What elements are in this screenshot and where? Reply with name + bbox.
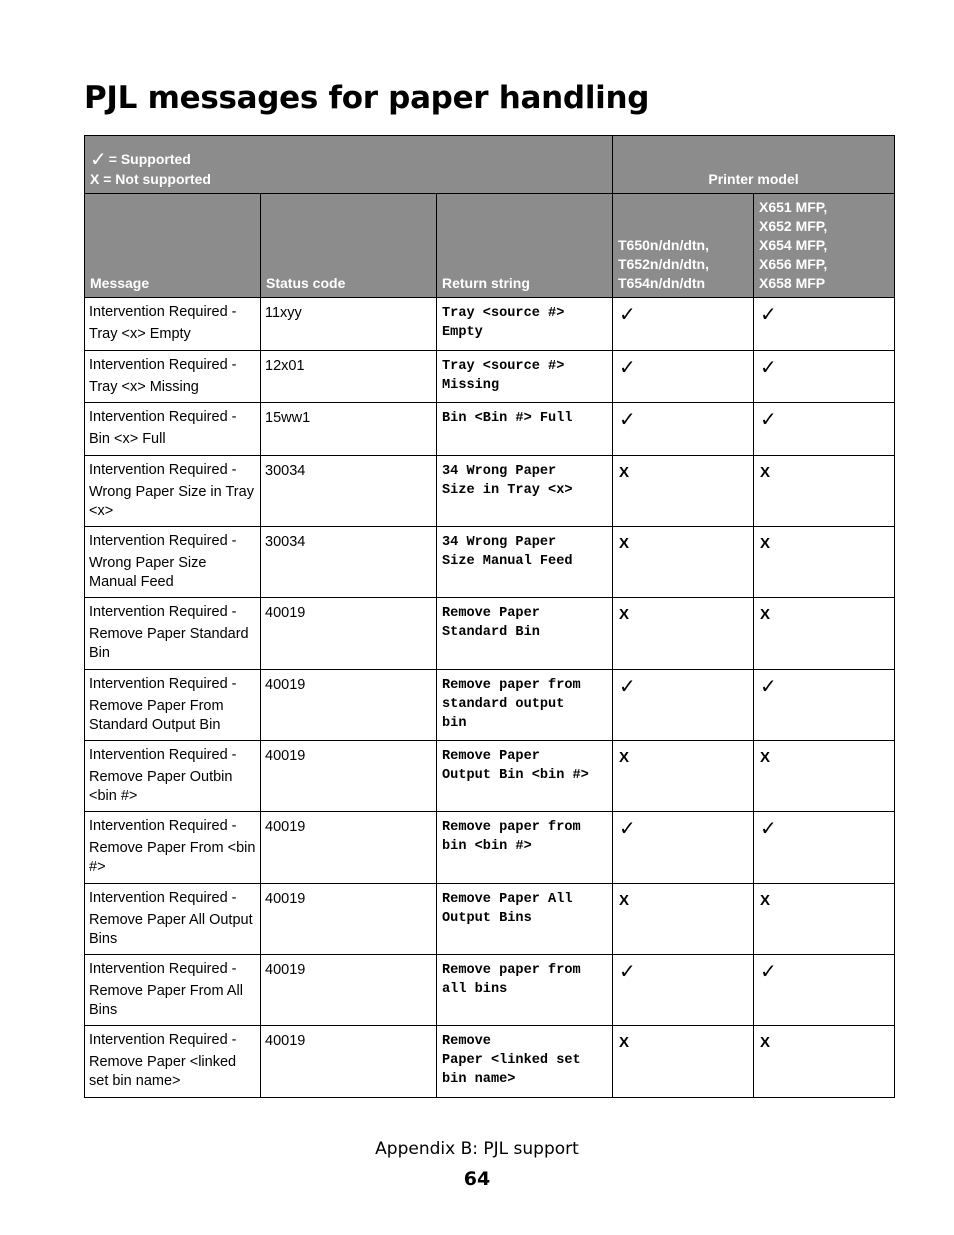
check-icon: ✓: [619, 407, 636, 431]
col-message-header: Message: [85, 194, 261, 298]
message-line-2: Remove Paper All Output Bins: [89, 912, 253, 947]
check-icon: ✓: [90, 149, 107, 171]
support-t65x-cell: [613, 741, 754, 812]
table-row: [85, 741, 895, 812]
status-code-cell: 40019: [261, 955, 437, 1026]
status-code-cell: 11xyy: [261, 298, 437, 351]
support-x65x-cell: [754, 598, 895, 670]
message-line-2: Tray <x> Missing: [89, 379, 199, 395]
check-icon: ✓: [760, 816, 777, 840]
return-string-cell: Remove paper from bin <bin #>: [437, 812, 613, 884]
x-icon: X: [760, 1034, 771, 1051]
check-icon: ✓: [760, 302, 777, 326]
x-icon: X: [760, 535, 771, 552]
return-string-cell: Remove paper from standard output bin: [437, 670, 613, 741]
support-x65x-cell: [754, 670, 895, 741]
message-line-2: Remove Paper From All Bins: [89, 983, 243, 1018]
support-t65x-cell: [613, 955, 754, 1026]
status-code-cell: 15ww1: [261, 403, 437, 456]
table-row: [85, 955, 895, 1026]
message-line-2: Remove Paper From <bin #>: [89, 840, 256, 875]
support-t65x-cell: [613, 884, 754, 955]
check-icon: ✓: [760, 674, 777, 698]
support-x65x-cell: [754, 527, 895, 598]
legend-cell: [85, 136, 613, 194]
message-line-2: Remove Paper Standard Bin: [89, 626, 249, 661]
message-line-2: Wrong Paper Size Manual Feed: [89, 555, 207, 590]
status-code-cell: 40019: [261, 598, 437, 670]
message-line-1: Intervention Required -: [89, 604, 237, 620]
message-cell: [85, 955, 261, 1026]
x-icon: X: [760, 606, 771, 623]
message-cell: [85, 812, 261, 884]
legend-supported: = Supported: [108, 151, 191, 167]
message-line-1: Intervention Required -: [89, 1032, 237, 1048]
message-line-1: Intervention Required -: [89, 409, 237, 425]
col-status-code-header: Status code: [261, 194, 437, 298]
x-icon: X: [619, 749, 630, 766]
support-t65x-cell: [613, 403, 754, 456]
table-row: [85, 527, 895, 598]
support-x65x-cell: [754, 812, 895, 884]
message-line-1: Intervention Required -: [89, 533, 237, 549]
message-cell: [85, 351, 261, 403]
x-icon: X: [619, 535, 630, 552]
table-row: [85, 1026, 895, 1098]
return-string-cell: Remove Paper Output Bin <bin #>: [437, 741, 613, 812]
check-icon: ✓: [619, 816, 636, 840]
status-code-cell: 12x01: [261, 351, 437, 403]
support-t65x-cell: [613, 351, 754, 403]
table-row: [85, 351, 895, 403]
message-line-2: Wrong Paper Size in Tray <x>: [89, 484, 254, 519]
support-t65x-cell: [613, 456, 754, 527]
status-code-cell: 40019: [261, 812, 437, 884]
status-code-cell: 40019: [261, 670, 437, 741]
col-model-x65x-header: X651 MFP, X652 MFP, X654 MFP, X656 MFP, X658 MFP: [754, 194, 895, 298]
check-icon: ✓: [619, 674, 636, 698]
check-icon: ✓: [760, 959, 777, 983]
status-code-cell: 40019: [261, 884, 437, 955]
col-model-t65x-header: T650n/dn/dtn, T652n/dn/dtn, T654n/dn/dtn: [613, 194, 754, 298]
support-t65x-cell: [613, 1026, 754, 1098]
table-row: [85, 670, 895, 741]
message-cell: [85, 670, 261, 741]
message-line-2: Bin <x> Full: [89, 431, 166, 447]
message-cell: [85, 884, 261, 955]
support-x65x-cell: [754, 403, 895, 456]
status-code-cell: 40019: [261, 741, 437, 812]
x-icon: X: [619, 892, 630, 909]
x-icon: X: [760, 749, 771, 766]
printer-model-header: Printer model: [613, 136, 895, 194]
table-row: [85, 884, 895, 955]
support-x65x-cell: [754, 1026, 895, 1098]
footer-section: Appendix B: PJL support: [375, 1139, 579, 1159]
return-string-cell: Tray <source #> Missing: [437, 351, 613, 403]
col-return-string-header: Return string: [437, 194, 613, 298]
x-icon: X: [619, 606, 630, 623]
message-cell: [85, 456, 261, 527]
message-line-2: Tray <x> Empty: [89, 326, 191, 342]
status-code-cell: 40019: [261, 1026, 437, 1098]
support-t65x-cell: [613, 598, 754, 670]
message-line-2: Remove Paper Outbin <bin #>: [89, 769, 233, 804]
support-t65x-cell: [613, 298, 754, 351]
table-row: [85, 598, 895, 670]
return-string-cell: Bin <Bin #> Full: [437, 403, 613, 456]
legend-not-supported: X = Not supported: [90, 171, 211, 187]
return-string-cell: 34 Wrong Paper Size in Tray <x>: [437, 456, 613, 527]
check-icon: ✓: [619, 959, 636, 983]
support-x65x-cell: [754, 298, 895, 351]
x-icon: X: [760, 464, 771, 481]
table-row: [85, 403, 895, 456]
message-line-1: Intervention Required -: [89, 304, 237, 320]
check-icon: ✓: [760, 407, 777, 431]
message-cell: [85, 1026, 261, 1098]
check-icon: ✓: [619, 302, 636, 326]
message-cell: [85, 598, 261, 670]
support-t65x-cell: [613, 670, 754, 741]
support-x65x-cell: [754, 884, 895, 955]
table-row: [85, 812, 895, 884]
message-line-1: Intervention Required -: [89, 462, 237, 478]
page-title: PJL messages for paper handling: [84, 80, 650, 116]
message-cell: [85, 741, 261, 812]
message-line-1: Intervention Required -: [89, 890, 237, 906]
check-icon: ✓: [619, 355, 636, 379]
support-t65x-cell: [613, 527, 754, 598]
message-line-1: Intervention Required -: [89, 747, 237, 763]
status-code-cell: 30034: [261, 456, 437, 527]
table-row: [85, 456, 895, 527]
message-cell: [85, 403, 261, 456]
return-string-cell: Remove Paper <linked set bin name>: [437, 1026, 613, 1098]
page-number: 64: [463, 1168, 491, 1190]
return-string-cell: Remove Paper Standard Bin: [437, 598, 613, 670]
message-line-1: Intervention Required -: [89, 676, 237, 692]
message-cell: [85, 527, 261, 598]
message-line-1: Intervention Required -: [89, 961, 237, 977]
support-x65x-cell: [754, 351, 895, 403]
support-x65x-cell: [754, 456, 895, 527]
table-row: [85, 298, 895, 351]
support-x65x-cell: [754, 741, 895, 812]
return-string-cell: Remove Paper All Output Bins: [437, 884, 613, 955]
table-body: [85, 298, 895, 1098]
x-icon: X: [619, 464, 630, 481]
message-line-2: Remove Paper From Standard Output Bin: [89, 698, 224, 733]
message-line-2: Remove Paper <linked set bin name>: [89, 1054, 237, 1089]
support-x65x-cell: [754, 955, 895, 1026]
support-t65x-cell: [613, 812, 754, 884]
return-string-cell: Remove paper from all bins: [437, 955, 613, 1026]
x-icon: X: [760, 892, 771, 909]
pjl-messages-table: [84, 135, 895, 1098]
message-cell: [85, 298, 261, 351]
return-string-cell: 34 Wrong Paper Size Manual Feed: [437, 527, 613, 598]
x-icon: X: [619, 1034, 630, 1051]
return-string-cell: Tray <source #> Empty: [437, 298, 613, 351]
message-line-1: Intervention Required -: [89, 357, 237, 373]
check-icon: ✓: [760, 355, 777, 379]
message-line-1: Intervention Required -: [89, 818, 237, 834]
status-code-cell: 30034: [261, 527, 437, 598]
